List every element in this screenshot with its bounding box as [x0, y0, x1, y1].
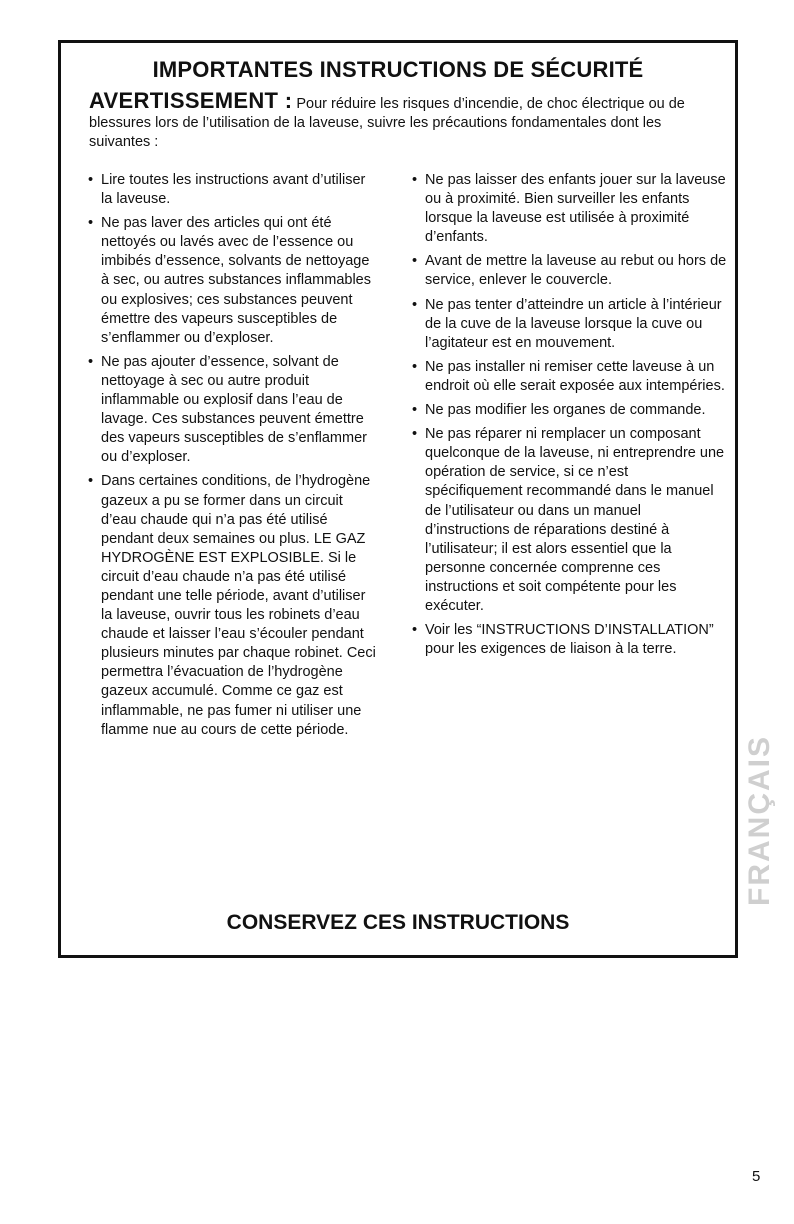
footer-title: CONSERVEZ CES INSTRUCTIONS: [226, 911, 570, 934]
list-item: [411, 171, 729, 247]
language-label: FRANÇAIS: [743, 734, 776, 906]
list-item: [411, 296, 729, 353]
bullet-icon: •: [412, 253, 418, 270]
list-item-text: Dans certaines conditions, de l’hydrogène gazeux a pu se former dans un circuit d’eau chaude qui n’a pas été utilisé pendant deux semaines ou plus. LE GAZ HYDROGÈNE EST EXPLOSIBLE. Si le circuit d’eau chaude n’a pas été utilisé pendant une telle période, avant d’utiliser la laveuse, ouvrir tous les robinets d’eau chaude et laisser l’eau s’écouler pendant plusieurs minutes par chaque robinet. Ceci permettra l’évacuation de l’hydrogène gazeux accumulé. Comme ce gaz est inflammable, ne pas fumer ni utiliser une flamme nue au cours de cette période.: [101, 473, 376, 738]
list-item: [87, 171, 377, 209]
list-item: [87, 214, 377, 348]
list-item-text: Ne pas tenter d’atteindre un article à l’intérieur de la cuve de la laveuse lorsque la cuve ou l’agitateur est en mouvement.: [425, 296, 722, 351]
bullet-icon: •: [88, 473, 94, 490]
list-item: [87, 472, 377, 739]
list-item-text: Voir les “INSTRUCTIONS D’INSTALLATION” pour les exigences de liaison à la terre.: [425, 622, 714, 658]
page-title: IMPORTANTES INSTRUCTIONS DE SÉCURITÉ: [152, 57, 644, 82]
warning-paragraph: [89, 88, 715, 152]
language-side-tab: [742, 700, 778, 940]
right-column-list: [411, 171, 729, 664]
list-item-text: Ne pas réparer ni remplacer un composant quelconque de la laveuse, ni entreprendre une opération de service, si ce n’est spécifiquement recommandé dans le manuel de l’utilisateur ou dans un manuel d’instructions de réparations destiné à l’utilisateur; il est alors essentiel que la personne concernée comprenne ces instructions et soit compétente pour les exécuter.: [425, 426, 725, 614]
safety-instructions-box: [58, 40, 738, 958]
list-item-text: Ne pas laisser des enfants jouer sur la laveuse ou à proximité. Bien surveiller les enfants lorsque la laveuse est utilisée à proximité d’enfants.: [425, 172, 726, 246]
bullet-icon: •: [412, 172, 418, 188]
page-number: 5: [752, 1168, 761, 1185]
list-item-text: Ne pas ajouter d’essence, solvant de nettoyage à sec ou autre produit inflammable ou explosif dans l’eau de lavage. Ces substances peuvent émettre des vapeurs susceptibles de s’enflammer ou d’exploser.: [101, 353, 367, 466]
bullet-icon: •: [412, 622, 418, 639]
list-item: [87, 353, 377, 468]
list-item: [411, 252, 729, 290]
warning-text: Pour réduire les risques d’incendie, de choc électrique ou de blessures lors de l’utilisation de la laveuse, suivre les précautions fondamentales dont les suivantes :: [89, 96, 685, 150]
list-item-text: Avant de mettre la laveuse au rebut ou hors de service, enlever le couvercle.: [425, 253, 727, 289]
bullet-icon: •: [412, 296, 418, 313]
list-item: [411, 358, 729, 396]
left-column-list: [87, 171, 377, 745]
list-item: [411, 425, 729, 616]
bullet-icon: •: [412, 402, 418, 419]
list-item: [411, 401, 729, 420]
bullet-icon: •: [412, 358, 418, 375]
list-item-text: Ne pas modifier les organes de commande.: [425, 402, 706, 419]
list-item-text: Ne pas laver des articles qui ont été nettoyés ou lavés avec de l’essence ou imbibés d’essence, solvants de nettoyage à sec, ou autres substances inflammables ou explosives; ces substances peuvent émettre des vapeurs susceptibles de s’enflammer ou d’exploser.: [101, 215, 371, 346]
bullet-icon: •: [412, 426, 418, 443]
list-item-text: Ne pas installer ni remiser cette laveuse à un endroit où elle serait exposée aux intempéries.: [425, 358, 725, 394]
bullet-icon: •: [88, 353, 94, 370]
bullet-icon: •: [88, 215, 94, 232]
list-item: [411, 621, 729, 659]
list-item-text: Lire toutes les instructions avant d’utiliser la laveuse.: [101, 172, 366, 208]
warning-label: AVERTISSEMENT :: [89, 88, 293, 113]
bullet-icon: •: [88, 172, 94, 188]
